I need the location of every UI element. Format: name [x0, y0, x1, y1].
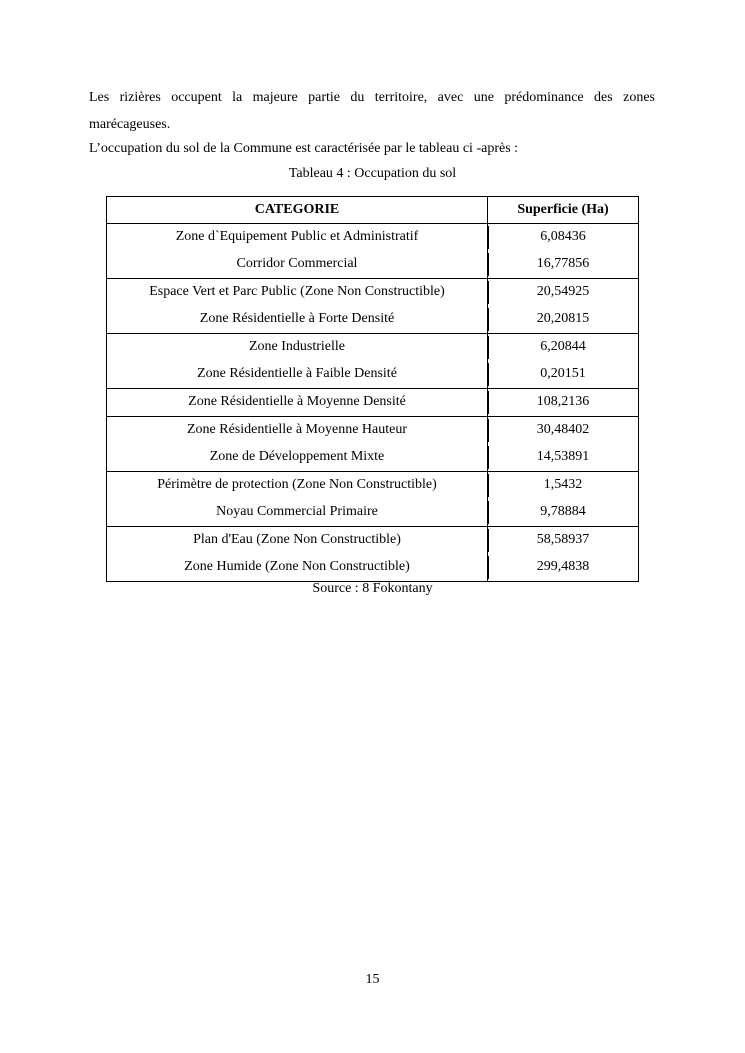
area-value: 108,2136	[488, 389, 638, 416]
category-label: Zone de Développement Mixte	[209, 449, 385, 464]
table-source: Source : 8 Fokontany	[312, 581, 433, 596]
table-row	[107, 389, 639, 417]
area-value: 6,20844	[488, 334, 638, 361]
area-value: 14,53891	[488, 444, 638, 471]
land-use-table	[106, 196, 639, 582]
category-cell	[107, 417, 488, 472]
area-value: 1,5432	[488, 472, 638, 499]
category-cell	[107, 279, 488, 334]
area-cell	[488, 334, 639, 389]
area-value: 0,20151	[488, 361, 638, 388]
area-cell	[488, 279, 639, 334]
paragraph-occupation: L’occupation du sol de la Commune est caractérisée par le tableau ci -après :	[89, 141, 519, 156]
area-value: 16,77856	[488, 251, 638, 278]
area-cell	[488, 224, 639, 279]
category-cell	[107, 224, 488, 279]
area-value: 6,08436	[488, 224, 638, 251]
area-value: 20,54925	[488, 279, 638, 306]
category-label: Noyau Commercial Primaire	[216, 504, 378, 519]
category-label: Zone Résidentielle à Moyenne Hauteur	[186, 422, 408, 437]
area-value: 30,48402	[488, 417, 638, 444]
table-row	[107, 224, 639, 279]
table-row	[107, 417, 639, 472]
table-title: Tableau 4 : Occupation du sol	[288, 166, 457, 181]
category-label: Zone Résidentielle à Forte Densité	[199, 311, 395, 326]
category-cell	[107, 472, 488, 527]
category-label: Zone Résidentielle à Moyenne Densité	[188, 394, 406, 409]
category-label: Corridor Commercial	[236, 256, 358, 271]
header-area: Superficie (Ha)	[488, 197, 639, 224]
area-cell	[488, 417, 639, 472]
area-cell	[488, 472, 639, 527]
category-cell	[107, 334, 488, 389]
table-row	[107, 527, 639, 582]
area-value: 58,58937	[488, 527, 638, 554]
category-cell	[107, 389, 488, 417]
category-label: Zone Résidentielle à Faible Densité	[197, 366, 397, 381]
area-cell	[488, 527, 639, 582]
page-number: 15	[365, 972, 380, 987]
area-cell	[488, 389, 639, 417]
category-label: Espace Vert et Parc Public (Zone Non Constructible)	[149, 284, 445, 299]
category-label: Plan d'Eau (Zone Non Constructible)	[193, 532, 401, 547]
category-cell	[107, 527, 488, 582]
paragraph-rizieres: Les rizières occupent la majeure partie du territoire, avec une prédominance des zones marécageuses.	[89, 90, 655, 132]
area-value: 9,78884	[488, 499, 638, 526]
table-row	[107, 334, 639, 389]
area-value: 20,20815	[488, 306, 638, 333]
category-label: Zone Humide (Zone Non Constructible)	[184, 559, 410, 574]
table-header-row	[107, 197, 639, 224]
area-value: 299,4838	[488, 554, 638, 581]
header-category: CATEGORIE	[107, 197, 488, 224]
category-label: Zone Industrielle	[248, 339, 346, 354]
category-label: Zone d`Equipement Public et Administratif	[175, 229, 419, 244]
table-row	[107, 472, 639, 527]
table-row	[107, 279, 639, 334]
table-body	[107, 224, 639, 582]
category-label: Périmètre de protection (Zone Non Constructible)	[157, 477, 437, 492]
